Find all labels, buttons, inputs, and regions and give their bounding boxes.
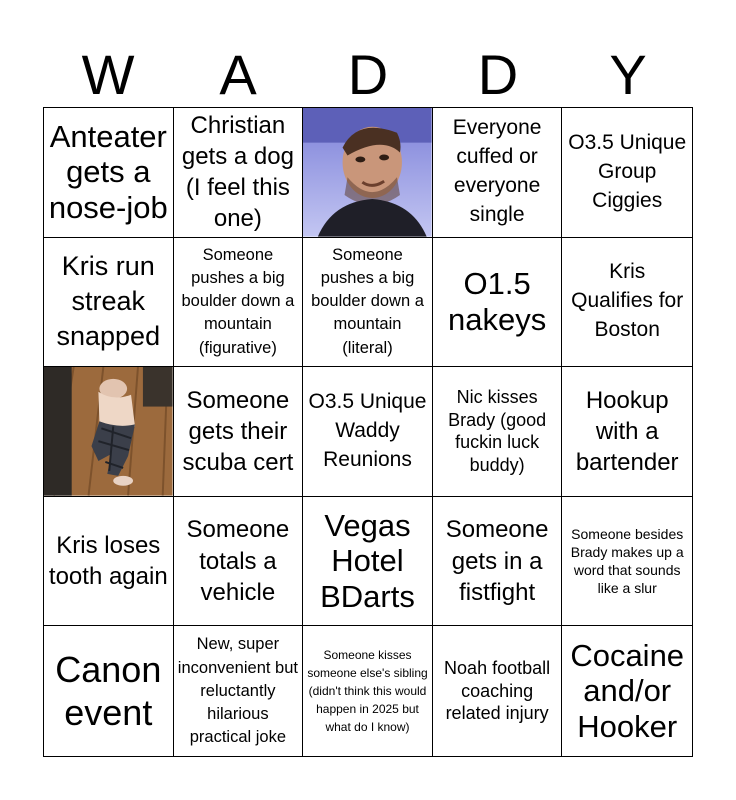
cell-text: Anteater gets a nose-job xyxy=(48,118,168,226)
cell-text: New, super inconvenient but reluctantly hilarious practical joke xyxy=(177,635,298,746)
cell-text: O1.5 nakeys xyxy=(447,266,547,337)
cell-text: Noah football coaching related injury xyxy=(444,658,551,724)
bingo-cell[interactable] xyxy=(174,367,304,497)
bingo-cell[interactable] xyxy=(174,497,304,627)
bingo-cell[interactable] xyxy=(433,497,563,627)
bingo-cell[interactable] xyxy=(562,238,692,368)
cell-text: Someone besides Brady makes up a word that sounds like a slur xyxy=(570,525,684,597)
bingo-cell[interactable] xyxy=(562,626,692,756)
title-letter-d2: D xyxy=(477,43,519,106)
cell-text: Someone totals a vehicle xyxy=(186,516,290,606)
person-lying-on-kitchen-floor-photo-icon xyxy=(44,367,173,496)
bingo-cell[interactable] xyxy=(44,108,174,238)
bingo-cell[interactable] xyxy=(44,497,174,627)
bingo-cell[interactable] xyxy=(433,626,563,756)
cell-text: O3.5 Unique Waddy Reunions xyxy=(308,390,427,471)
title-letter-w: W xyxy=(81,43,135,106)
bingo-cell[interactable] xyxy=(433,367,563,497)
title-letter-d1: D xyxy=(347,43,389,106)
bingo-title xyxy=(43,44,693,106)
cell-text: Christian gets a dog (I feel this one) xyxy=(181,111,294,233)
cell-text: Someone gets in a fistfight xyxy=(445,516,549,606)
title-letter-y: Y xyxy=(609,43,647,106)
cell-text: Someone pushes a big boulder down a mountain (figurative) xyxy=(181,246,295,357)
cell-text: Vegas Hotel BDarts xyxy=(320,507,415,614)
bingo-cell[interactable] xyxy=(562,497,692,627)
bingo-cell[interactable] xyxy=(174,626,304,756)
cell-text: Someone pushes a big boulder down a mountain (literal) xyxy=(311,246,424,357)
cell-text: Kris Qualifies for Boston xyxy=(571,260,684,342)
bingo-cell[interactable] xyxy=(303,497,433,627)
bingo-cell[interactable] xyxy=(174,238,304,368)
bingo-cell[interactable] xyxy=(303,626,433,756)
cell-text: Canon event xyxy=(55,649,162,734)
cell-text: Someone gets their scuba cert xyxy=(182,386,294,477)
bingo-cell[interactable] xyxy=(562,108,692,238)
bingo-cell[interactable] xyxy=(562,367,692,497)
bingo-cell[interactable] xyxy=(44,238,174,368)
title-letter-a: A xyxy=(219,43,257,106)
bingo-cell[interactable] xyxy=(303,367,433,497)
bingo-cell[interactable] xyxy=(303,238,433,368)
bingo-cell[interactable] xyxy=(174,108,304,238)
cell-text: Hookup with a bartender xyxy=(575,386,679,477)
cell-text: Nic kisses Brady (good fuckin luck buddy) xyxy=(448,387,547,475)
bingo-cell[interactable] xyxy=(433,238,563,368)
cell-text: Someone kisses someone else's sibling (didn't think this would happen in 2025 but what do I know) xyxy=(307,648,428,735)
bingo-cell[interactable] xyxy=(44,626,174,756)
bingo-grid xyxy=(43,107,693,757)
cell-text: O3.5 Unique Group Ciggies xyxy=(568,130,687,212)
cell-text: Kris run streak snapped xyxy=(56,251,161,352)
bingo-cell-photo[interactable] xyxy=(44,367,174,497)
bingo-cell[interactable] xyxy=(433,108,563,238)
cell-text: Kris loses tooth again xyxy=(48,531,168,591)
bingo-cell-photo[interactable] xyxy=(303,108,433,238)
cell-text: Everyone cuffed or everyone single xyxy=(452,116,542,227)
cell-text: Cocaine and/or Hooker xyxy=(570,637,685,745)
man-selfie-photo-icon xyxy=(303,108,432,237)
